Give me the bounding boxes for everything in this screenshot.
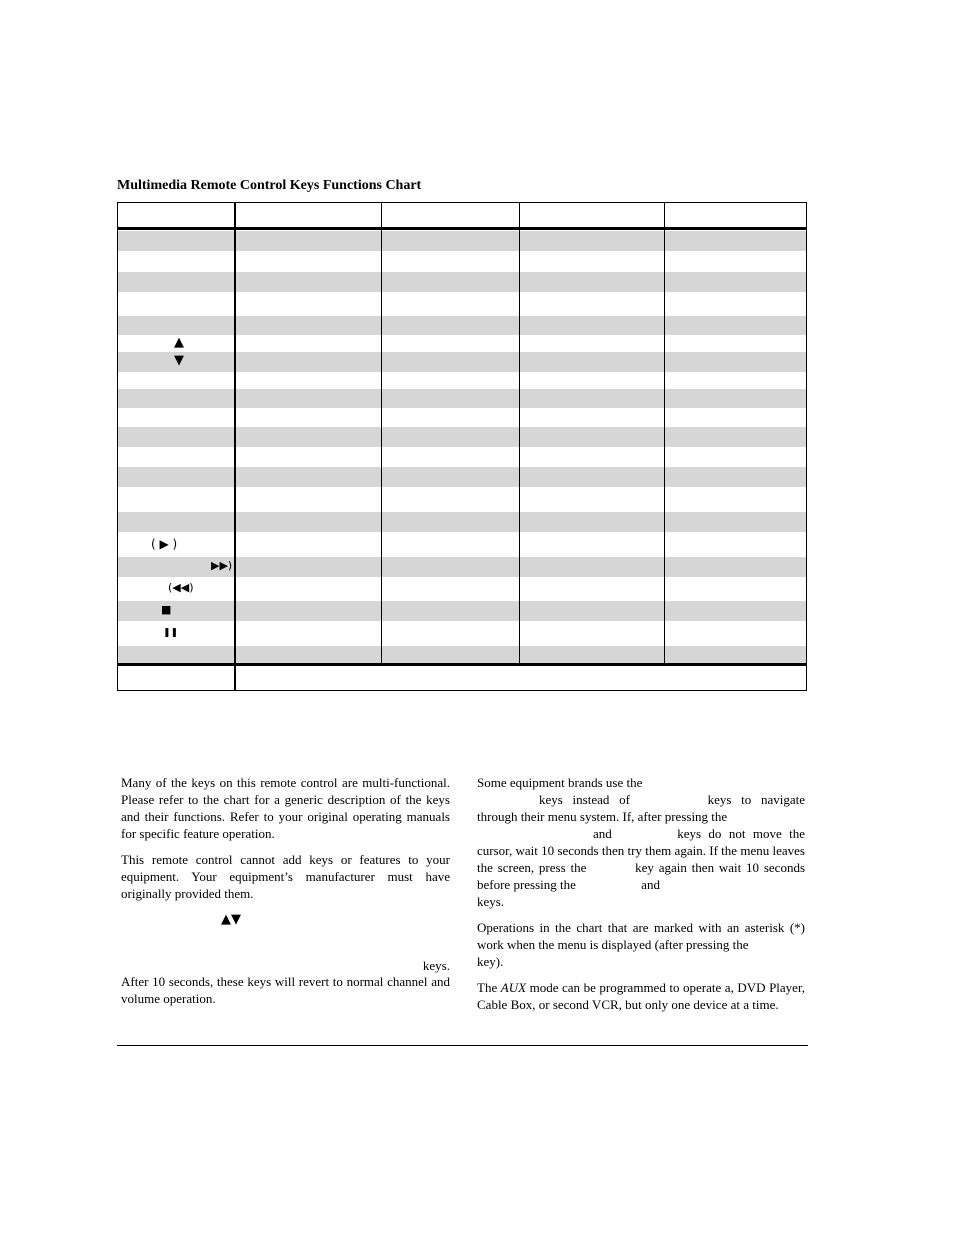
table-row-band: [118, 389, 806, 408]
text-fragment: key).: [477, 954, 504, 969]
text-fragment: keys do not move the cursor, wait 10 seconds then try them again. If the menu leaves the screen, press the: [477, 826, 805, 875]
text-fragment: and: [641, 877, 660, 892]
text-fragment: and: [593, 826, 612, 841]
table-row-band: [118, 231, 806, 251]
left-paragraph-2: This remote control cannot add keys or features to your equipment. Your equipment’s manufacturer must have originally provided them.: [121, 852, 450, 901]
table-row-band: [118, 352, 806, 372]
table-row-band: [118, 512, 806, 532]
text-fragment: keys.: [477, 894, 505, 909]
right-paragraph-1: [477, 774, 805, 910]
stop-icon: ■: [161, 603, 172, 616]
table-row-band: [118, 427, 806, 447]
bottom-rule: [117, 1045, 808, 1046]
left-paragraph-1: Many of the keys on this remote control are multi-functional. Please refer to the chart for a generic description of the keys and their functions. Refer to your original operating manuals for specific feature operation.: [121, 775, 450, 841]
table-row-band: [118, 646, 806, 663]
table-row-band: [118, 467, 806, 487]
play-icon: ( ▶ ): [151, 537, 178, 551]
text-fragment: mode can be programmed to operate a, DVD Player, Cable Box, or second VCR, but only one device at a time.: [477, 980, 806, 1012]
text-fragment: keys instead of: [539, 792, 630, 807]
text-fragment: Operations in the chart that are marked with an asterisk (*) work when the menu is displayed (after pressing the: [477, 920, 805, 952]
right-text-column: [477, 774, 805, 1022]
channel-up-arrow-icon: ▲: [174, 335, 184, 350]
text-fragment: key again then wait 10 seconds before pressing the: [477, 860, 806, 892]
table-row-band: [118, 601, 806, 621]
left-paragraph-3-tail: keys.: [422, 958, 450, 973]
footer-rule: [118, 663, 806, 666]
keys-functions-table: [117, 202, 807, 691]
rewind-icon: (◀◀): [168, 581, 194, 594]
left-paragraph-4: After 10 seconds, these keys will revert to normal channel and volume operation.: [121, 974, 450, 1006]
channel-down-arrow-icon: ▼: [174, 353, 184, 368]
column-divider: [664, 203, 665, 663]
right-paragraph-3: [477, 979, 805, 1013]
arrow-keys-icon: ▲▼: [221, 912, 241, 927]
left-text-column: [121, 774, 450, 1016]
table-row-band: [118, 316, 806, 335]
text-fragment: keys to navigate through their menu system. If, after pressing the: [477, 792, 806, 824]
text-fragment: The: [477, 980, 498, 995]
text-fragment: Some equipment brands use the: [477, 775, 643, 790]
column-divider: [234, 203, 236, 691]
fast-forward-icon: ▶▶): [211, 559, 233, 572]
header-rule: [118, 227, 806, 230]
aux-mode-label: AUX: [500, 980, 527, 995]
column-divider: [519, 203, 520, 663]
chart-title: Multimedia Remote Control Keys Functions Chart: [117, 178, 422, 193]
pause-icon: ❚❚: [163, 628, 179, 638]
right-paragraph-2: [477, 919, 805, 970]
table-row-band: [118, 272, 806, 292]
left-paragraph-3: [121, 911, 450, 973]
column-divider: [381, 203, 382, 663]
